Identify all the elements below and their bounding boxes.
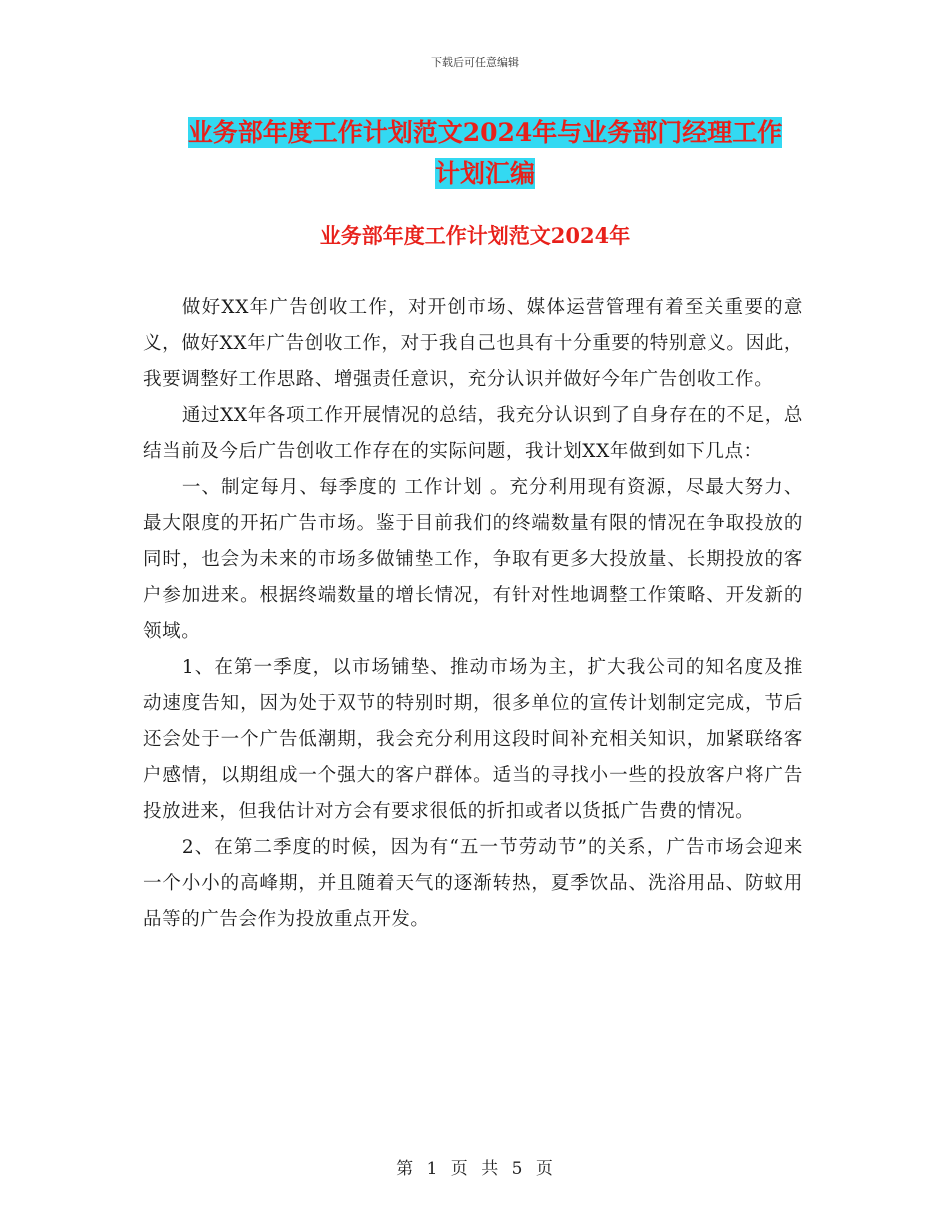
footer-current-page: 1: [426, 1159, 439, 1179]
title-line-2: 计划汇编: [434, 159, 535, 188]
document-title: [140, 112, 830, 194]
footer-prefix: 第: [396, 1159, 415, 1179]
body-text: [143, 290, 803, 938]
paragraph: 1、在第一季度，以市场铺垫、推动市场为主，扩大我公司的知名度及推动速度告知，因为处于双节的特别时期，很多单位的宣传计划制定完成，节后还会处于一个广告低潮期，我会充分利用这段时间补充相关知识，加紧联络客户感情，以期组成一个强大的客户群体。适当的寻找小一些的投放客户将广告投放进来，但我估计对方会有要求很低的折扣或者以货抵广告费的情况。: [143, 657, 803, 822]
paragraph: 通过XX年各项工作开展情况的总结，我充分认识到了自身存在的不足，总结当前及今后广告创收工作存在的实际问题，我计划XX年做到如下几点：: [143, 405, 803, 462]
paragraph: 一、制定每月、每季度的 工作计划 。充分利用现有资源，尽最大努力、最大限度的开拓广告市场。鉴于目前我们的终端数量有限的情况在争取投放的同时，也会为未来的市场多做铺垫工作，争取有更多大投放量、长期投放的客户参加进来。根据终端数量的增长情况，有针对性地调整工作策略、开发新的领域。: [143, 477, 803, 642]
section-title: 业务部年度工作计划范文2024年: [319, 223, 631, 248]
footer-suffix: 页: [535, 1159, 554, 1179]
header-note: 下载后可任意编辑: [431, 56, 519, 69]
footer-page-word: 页: [450, 1159, 469, 1179]
title-line-1: 业务部年度工作计划范文2024年与业务部门经理工作: [187, 118, 783, 147]
footer-total-word: 共: [481, 1159, 500, 1179]
paragraph: 做好XX年广告创收工作，对开创市场、媒体运营管理有着至关重要的意义，做好XX年广告创收工作，对于我自己也具有十分重要的特别意义。因此，我要调整好工作思路、增强责任意识，充分认识并做好今年广告创收工作。: [143, 297, 803, 390]
paragraph: 2、在第二季度的时候，因为有“五一节劳动节”的关系，广告市场会迎来一个小小的高峰期，并且随着天气的逐渐转热，夏季饮品、洗浴用品、防蚊用品等的广告会作为投放重点开发。: [143, 837, 803, 930]
page-footer: [0, 1154, 950, 1179]
footer-total-pages: 5: [511, 1159, 524, 1179]
